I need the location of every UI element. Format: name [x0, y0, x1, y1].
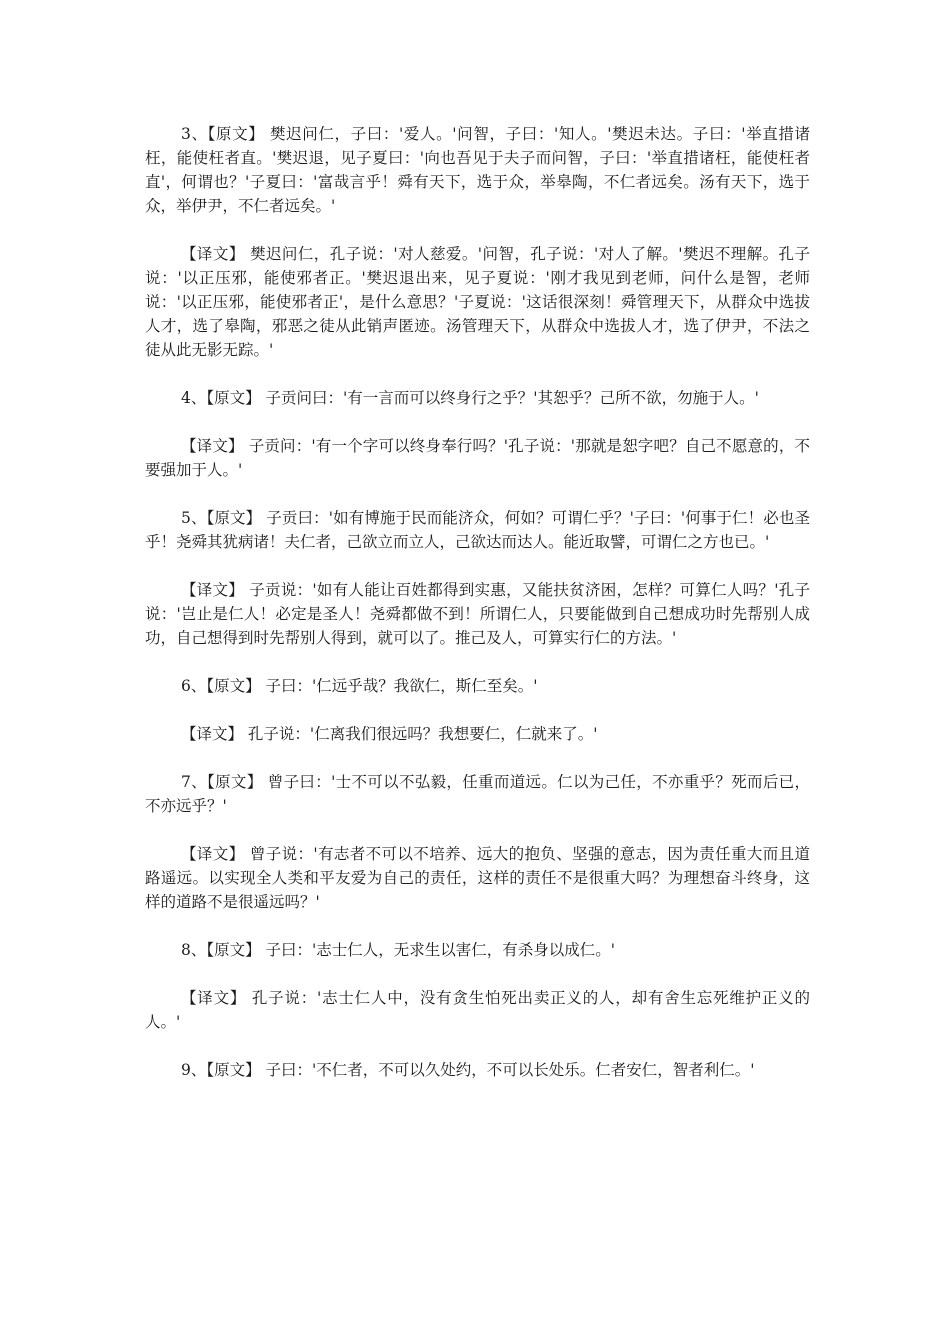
paragraph-8-translation: 【译文】 孔子说：'志士仁人中，没有贪生怕死出卖正义的人，却有舍生忘死维护正义的人。'	[145, 989, 810, 1031]
paragraph-6-original: 6、【原文】 子曰：'仁远乎哉？我欲仁，斯仁至矣。'	[181, 677, 538, 695]
paragraph-6-translation: 【译文】 孔子说：'仁离我们很远吗？我想要仁，仁就来了。'	[181, 725, 598, 743]
paragraph-8-original: 8、【原文】 子曰：'志士仁人，无求生以害仁，有杀身以成仁。'	[181, 941, 616, 959]
paragraph-4-translation: 【译文】 子贡问：'有一个字可以终身奉行吗？'孔子说：'那就是恕字吧？自己不愿意的，不要强加于人。'	[145, 437, 810, 479]
paragraph-4-original: 4、【原文】 子贡问曰：'有一言而可以终身行之乎？'其恕乎？己所不欲，勿施于人。'	[181, 389, 759, 407]
document-body	[145, 122, 810, 1082]
paragraph-5-original: 5、【原文】 子贡曰：'如有博施于民而能济众，何如？可谓仁乎？'子曰：'何事于仁！必也圣乎！尧舜其犹病诸！夫仁者，己欲立而立人，己欲达而达人。能近取譬，可谓仁之方也已。'	[145, 509, 810, 551]
paragraph-3-translation: 【译文】 樊迟问仁，孔子说：'对人慈爱。'问智，孔子说：'对人了解。'樊迟不理解。孔子说：'以正压邪，能使邪者正。'樊迟退出来，见子夏说：'刚才我见到老师，问什么是智，老师说：'以正压邪，能使邪者正'，是什么意思？'子夏说：'这话很深刻！舜管理天下，从群众中选拔人才，选了皋陶，邪恶之徒从此销声匿迹。汤管理天下，从群众中选拔人才，选了伊尹，不法之徒从此无影无踪。'	[145, 245, 810, 359]
paragraph-5-translation: 【译文】 子贡说：'如有人能让百姓都得到实惠，又能扶贫济困，怎样？可算仁人吗？'孔子说：'岂止是仁人！必定是圣人！尧舜都做不到！所谓仁人，只要能做到自己想成功时先帮别人成功，自己想得到时先帮别人得到，就可以了。推己及人，可算实行仁的方法。'	[145, 581, 810, 647]
paragraph-7-translation: 【译文】 曾子说：'有志者不可以不培养、远大的抱负、坚强的意志，因为责任重大而且道路遥远。以实现全人类和平友爱为自己的责任，这样的责任不是很重大吗？为理想奋斗终身，这样的道路不是很遥远吗？'	[145, 845, 810, 911]
paragraph-9-original: 9、【原文】 子曰：'不仁者，不可以久处约，不可以长处乐。仁者安仁，智者利仁。'	[181, 1061, 755, 1079]
paragraph-3-original: 3、【原文】 樊迟问仁，子曰：'爱人。'问智，子曰：'知人。'樊迟未达。子曰：'举直措诸枉，能使枉者直。'樊迟退，见子夏曰：'向也吾见于夫子而问智，子曰：'举直措诸枉，能使枉者直'，何谓也？'子夏曰：'富哉言乎！舜有天下，选于众，举皋陶，不仁者远矣。汤有天下，选于众，举伊尹，不仁者远矣。'	[145, 125, 810, 215]
paragraph-7-original: 7、【原文】 曾子曰：'士不可以不弘毅，任重而道远。仁以为己任，不亦重乎？死而后已，不亦远乎？'	[145, 773, 810, 815]
